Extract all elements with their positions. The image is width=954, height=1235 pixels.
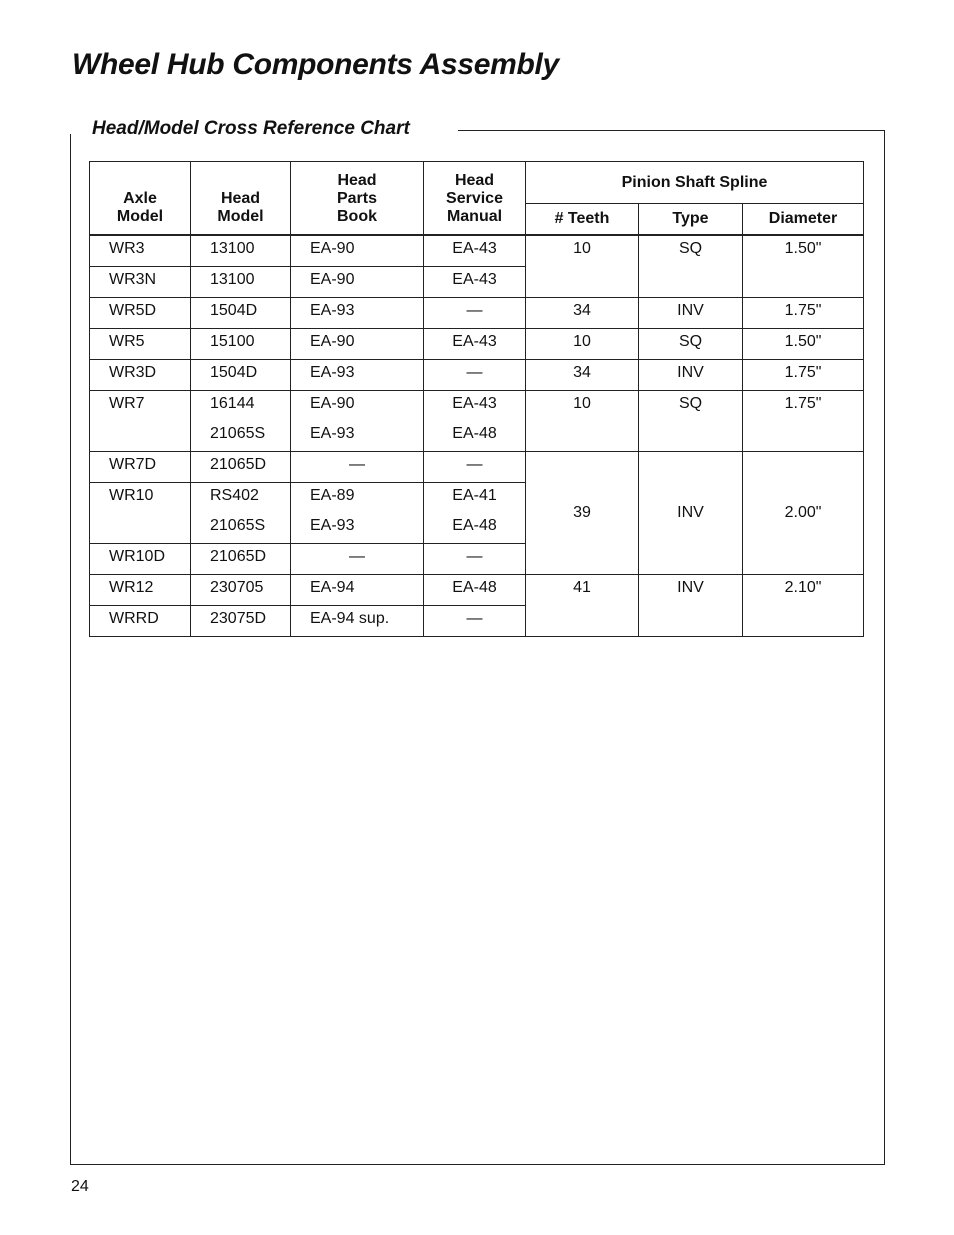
cell-manual: — xyxy=(424,360,526,391)
cell-head: 13100 xyxy=(191,267,291,298)
cell-diameter: 2.00" xyxy=(743,452,864,575)
cell-axle: WR3 xyxy=(90,235,191,267)
cell-manual: EA-43 xyxy=(424,391,526,422)
cell-manual: — xyxy=(424,298,526,329)
cell-book: EA-90 xyxy=(291,329,424,360)
cell-head: 1504D xyxy=(191,298,291,329)
cell-type: INV xyxy=(639,575,743,637)
cell-head: 21065S xyxy=(191,421,291,452)
cell-book: EA-93 xyxy=(291,360,424,391)
cell-axle: WR3N xyxy=(90,267,191,298)
cell-book: EA-89 xyxy=(291,483,424,514)
cell-type: INV xyxy=(639,360,743,391)
page-number: 24 xyxy=(71,1178,89,1195)
cell-diameter: 2.10" xyxy=(743,575,864,637)
cell-manual: EA-43 xyxy=(424,329,526,360)
cell-diameter: 1.50" xyxy=(743,329,864,360)
cell-book: EA-93 xyxy=(291,298,424,329)
cell-head: 13100 xyxy=(191,235,291,267)
cell-axle: WR5 xyxy=(90,329,191,360)
cell-book: — xyxy=(291,452,424,483)
cell-teeth: 41 xyxy=(526,575,639,637)
cell-head: 21065D xyxy=(191,452,291,483)
cell-axle: WRRD xyxy=(90,606,191,637)
cell-axle: WR7D xyxy=(90,452,191,483)
cell-manual: — xyxy=(424,606,526,637)
cross-reference-table xyxy=(89,161,864,637)
cell-manual: EA-48 xyxy=(424,575,526,606)
cell-teeth: 10 xyxy=(526,235,639,298)
cell-book: — xyxy=(291,544,424,575)
cell-book: EA-93 xyxy=(291,513,424,544)
cell-diameter: 1.75" xyxy=(743,298,864,329)
table-row xyxy=(90,235,864,267)
table-row xyxy=(90,391,864,422)
cell-axle: WR12 xyxy=(90,575,191,606)
cell-head: 16144 xyxy=(191,391,291,422)
cell-type: SQ xyxy=(639,329,743,360)
header-head-model: Head Model xyxy=(191,162,291,236)
table-row xyxy=(90,360,864,391)
cell-diameter: 1.75" xyxy=(743,360,864,391)
cell-head: 23075D xyxy=(191,606,291,637)
header-head-parts-book: Head Parts Book xyxy=(291,162,424,236)
cell-book: EA-94 sup. xyxy=(291,606,424,637)
header-teeth: # Teeth xyxy=(526,204,639,236)
cell-head: 15100 xyxy=(191,329,291,360)
cell-axle: WR10D xyxy=(90,544,191,575)
table-row xyxy=(90,452,864,483)
cell-manual: — xyxy=(424,544,526,575)
cell-head: 21065S xyxy=(191,513,291,544)
cell-book: EA-90 xyxy=(291,267,424,298)
cell-manual: EA-43 xyxy=(424,267,526,298)
cell-type: SQ xyxy=(639,235,743,298)
cell-book: EA-90 xyxy=(291,391,424,422)
table-row xyxy=(90,298,864,329)
header-axle-model: Axle Model xyxy=(90,162,191,236)
cell-teeth: 10 xyxy=(526,391,639,452)
cell-head: 1504D xyxy=(191,360,291,391)
cell-axle: WR5D xyxy=(90,298,191,329)
cell-type: SQ xyxy=(639,391,743,452)
cell-manual: EA-41 xyxy=(424,483,526,514)
header-head-service-manual: Head Service Manual xyxy=(424,162,526,236)
cell-axle: WR7 xyxy=(90,391,191,452)
cell-diameter: 1.50" xyxy=(743,235,864,298)
cell-manual: — xyxy=(424,452,526,483)
cell-diameter: 1.75" xyxy=(743,391,864,452)
cell-type: INV xyxy=(639,452,743,575)
cell-type: INV xyxy=(639,298,743,329)
table-row xyxy=(90,329,864,360)
page-title: Wheel Hub Components Assembly xyxy=(72,48,559,81)
cell-head: 21065D xyxy=(191,544,291,575)
cell-manual: EA-48 xyxy=(424,421,526,452)
cell-book: EA-94 xyxy=(291,575,424,606)
cell-manual: EA-48 xyxy=(424,513,526,544)
header-type: Type xyxy=(639,204,743,236)
cell-teeth: 10 xyxy=(526,329,639,360)
cell-teeth: 39 xyxy=(526,452,639,575)
cell-head: RS402 xyxy=(191,483,291,514)
cell-head: 230705 xyxy=(191,575,291,606)
cell-axle: WR3D xyxy=(90,360,191,391)
header-pinion-shaft-spline: Pinion Shaft Spline xyxy=(526,162,864,204)
section-title: Head/Model Cross Reference Chart xyxy=(92,118,410,139)
cell-axle: WR10 xyxy=(90,483,191,544)
cell-manual: EA-43 xyxy=(424,235,526,267)
cell-book: EA-93 xyxy=(291,421,424,452)
cell-book: EA-90 xyxy=(291,235,424,267)
table-row xyxy=(90,575,864,606)
header-diameter: Diameter xyxy=(743,204,864,236)
cell-teeth: 34 xyxy=(526,298,639,329)
cell-teeth: 34 xyxy=(526,360,639,391)
